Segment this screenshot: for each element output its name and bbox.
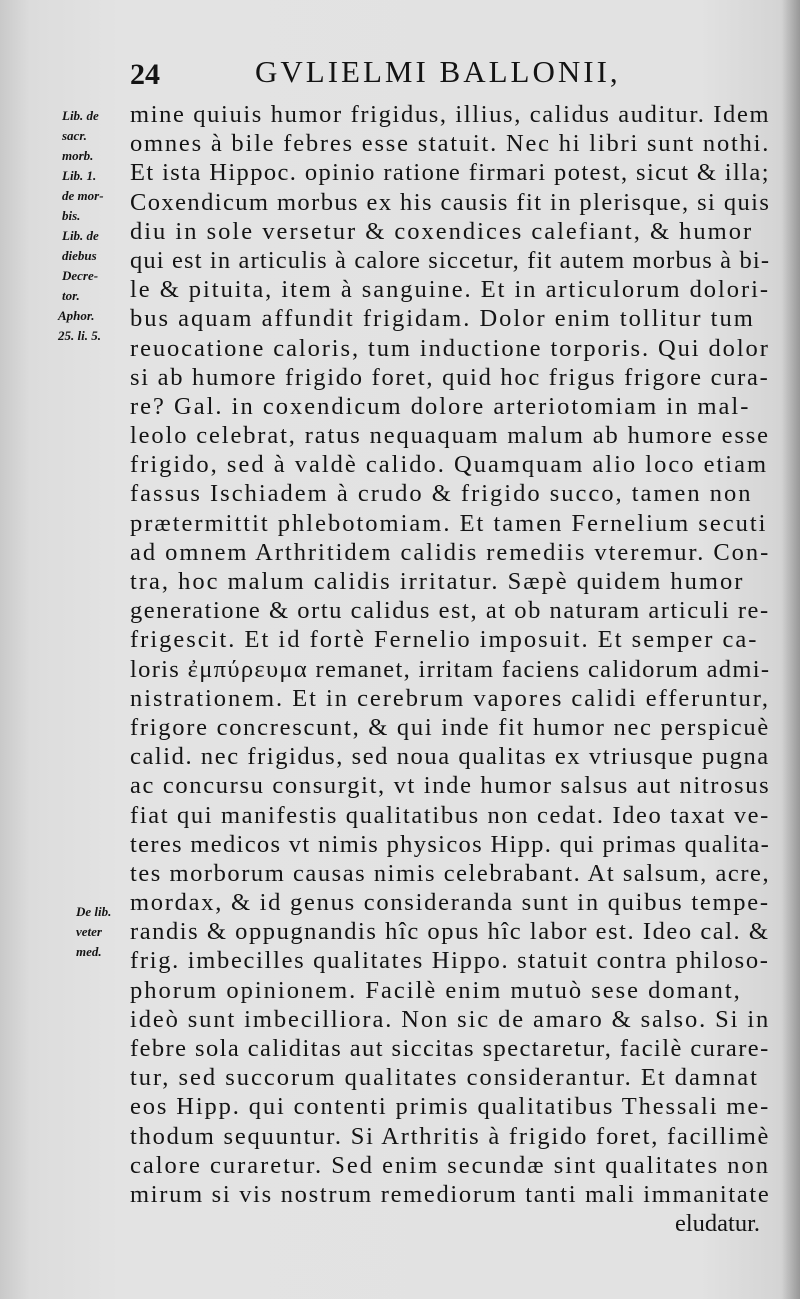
text-line: frigore concrescunt, & qui inde fit humor nec perspicuè [130,713,770,741]
text-line: si ab humore frigido foret, quid hoc frigus frigore cura- [130,363,770,391]
page-header [0,52,800,92]
text-line: teres medicos vt nimis physicos Hipp. qui primas qualita- [130,830,771,858]
text-line: febre sola caliditas aut siccitas spectaretur, facilè curare- [130,1035,770,1062]
text-line: eos Hipp. qui contenti primis qualitatibus Thessali me- [130,1093,771,1121]
text-line: mirum si vis nostrum remediorum tanti mali immanitate [130,1180,771,1208]
margin-note: Aphor. 25. li. 5. [58,308,101,343]
text-line: tra, hoc malum calidis irritatur. Sæpè quidem humor [130,568,745,595]
margin-note: Lib. 1. de mor- bis. [62,168,104,223]
text-line: mine quiuis humor frigidus, illius, calidus auditur. Idem [130,101,771,128]
margin-note: Lib. de sacr. morb. [62,108,99,163]
text-line: prætermittit phlebotomiam. Et tamen Fernelium secuti [130,509,768,537]
text-line: qui est in articulis à calore siccetur, fit autem morbus à bi- [130,246,771,274]
body-text [130,100,770,1238]
text-line: fassus Ischiadem à crudo & frigido succo, tamen non [130,480,753,508]
running-title: GVLIELMI BALLONII, [255,54,621,89]
text-line: randis & oppugnandis hîc opus hîc labor est. Ideo cal. & [130,918,770,946]
text-line: phorum opinionem. Facilè enim mutuò sese domant, [130,976,742,1004]
text-line: Coxendicum morbus ex his causis fit in plerisque, si quis [130,188,771,216]
page-edge-shadow [782,0,800,1299]
text-line: nistrationem. Et in cerebrum vapores calidi efferuntur, [130,684,770,712]
text-line: frig. imbecilles qualitates Hippo. statuit contra philoso- [130,947,770,975]
text-line: calore curaretur. Sed enim secundæ sint qualitates non [130,1151,771,1179]
text-line: frigescit. Et id fortè Fernelio imposuit. Et semper ca- [130,626,759,654]
text-line: ad omnem Arthritidem calidis remediis vteremur. Con- [130,538,771,566]
text-line: diu in sole versetur & coxendices calefiant, & humor [130,217,754,245]
text-line: Et ista Hippoc. opinio ratione firmari potest, sicut & illa; [130,159,770,187]
text-line: mordax, & id genus consideranda sunt in quibus tempe- [130,889,770,917]
text-line: reuocatione caloris, tum inductione torporis. Qui dolor [130,334,770,362]
text-line: omnes à bile febres esse statuit. Nec hi libri sunt nothi. [130,130,771,158]
text-line: ac concursu consurgit, vt inde humor salsus aut nitrosus [130,772,771,800]
text-line: le & pituita, item à sanguine. Et in articulorum dolori- [130,276,771,304]
text-line: thodum sequuntur. Si Arthritis à frigido foret, facillimè [130,1122,771,1150]
text-line: frigido, sed à valdè calido. Quamquam alio loco etiam [130,451,769,479]
margin-note: De lib. veter med. [76,904,112,959]
text-line: generatione & ortu calidus est, at ob naturam articuli re- [130,597,770,625]
text-line: tes morborum causas nimis celebrabant. At salsum, acre, [130,859,771,887]
margin-note: Lib. de diebus Decre- tor. [62,228,99,303]
page-number: 24 [130,58,160,91]
text-line: re? Gal. in coxendicum dolore arteriotomiam in mal- [130,392,751,420]
text-line: calid. nec frigidus, sed noua qualitas ex vtriusque pugna [130,743,770,771]
text-line: bus aquam affundit frigidam. Dolor enim tollitur tum [130,305,755,333]
text-line: eludatur. [674,1210,760,1238]
text-line: fiat qui manifestis qualitatibus non cedat. Ideo taxat ve- [130,801,770,829]
text-line: loris ἐμπύρευμα remanet, irritam faciens calidorum admi- [130,655,771,683]
text-line: tur, sed succorum qualitates considerantur. Et damnat [130,1064,759,1092]
text-line: ideò sunt imbecilliora. Non sic de amaro & salso. Si in [130,1005,771,1033]
text-line: leolo celebrat, ratus nequaquam malum ab humore esse [130,422,770,450]
